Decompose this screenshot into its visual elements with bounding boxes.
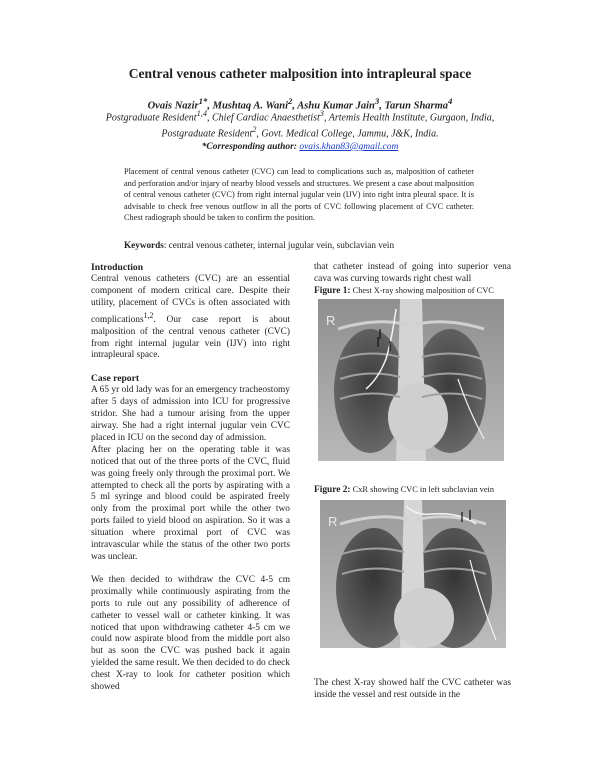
affiliation-text: , Artemis Health Institute, Gurgaon, India,	[323, 112, 495, 124]
case-report-paragraph: After placing her on the operating table it was noticed that out of the three ports of the CVC, fluid was going freely only through the proximal port. We attempted to check all the ports by aspirating with a 5 ml syringe and blood could be aspirated freely only from the proximal port while the other two ports failed to yield blood on aspiration. So it was a situation where proximal port of CVC was intravascular while the status of the other two ports was unclear.	[91, 444, 290, 562]
affiliation-text: , Chief Cardiac Anaesthetist	[207, 112, 320, 124]
introduction-paragraph	[91, 274, 290, 362]
figure-1-caption	[314, 286, 511, 297]
affiliation-sup: 3	[319, 109, 324, 118]
figure-1-caption-text: Chest X-ray showing malposition of CVC	[352, 285, 494, 295]
xray-marker: R	[328, 513, 338, 529]
author-name: Tarun Sharma	[384, 100, 449, 112]
keywords	[124, 240, 514, 250]
corresponding-label: *Corresponding author:	[201, 142, 297, 152]
citation-sup: 1,2	[143, 310, 154, 320]
author-name: Ovais Nazir	[147, 100, 199, 112]
affiliation-sup: 2	[252, 125, 257, 135]
case-report-heading: Case report	[91, 373, 140, 385]
affiliations	[80, 108, 520, 141]
author-name: Ashu Kumar Jain	[297, 100, 375, 112]
right-column	[314, 262, 511, 702]
author-sup: 3	[374, 96, 380, 106]
case-report-paragraph: We then decided to withdraw the CVC 4-5 cm proximally while continuously aspirating from the ports to rule out any possibility of adherence of catheter to vessel wall or catheter kinking. It was noticed that upon withdrawing catheter 4-5 cm we could now aspirate blood from the middle port also but as soon the CVC was pushed back it again yielded the same result. We then decided to do check chest X-ray to look for catheter position which showed	[91, 574, 290, 693]
keywords-label: Keywords	[124, 240, 164, 250]
author-sup: 4	[448, 96, 453, 106]
figure-2-xray-image	[320, 500, 506, 648]
closing-paragraph: The chest X-ray showed half the CVC catheter was inside the vessel and rest outside in the	[314, 677, 511, 700]
figure-1-xray-image	[318, 299, 504, 461]
corresponding-author	[0, 142, 600, 152]
author-list: Ovais Nazir$^{1*}$, Mushtaq A. Wani$^2$, Ashu Kumar Jain$^3$, Tarun Sharma$^4$	[147, 96, 453, 112]
keywords-text: : central venous catheter, internal jugular vein, subclavian vein	[163, 240, 395, 250]
introduction-text: Central venous catheters (CVC) are an essential component of modern critical care. Despite their utility, placement of CVCs is often associated with complications	[91, 273, 290, 325]
xray-marker: R	[326, 313, 336, 329]
author-sup: 1*	[198, 96, 208, 106]
affiliation-text: Postgraduate Resident	[161, 128, 253, 140]
author-name: Mushtaq A. Wani	[212, 100, 289, 112]
paper-title: Central venous catheter malposition into intrapleural space	[128, 66, 472, 81]
corresponding-email-link[interactable]: ovais.khan83@gmail.com	[299, 142, 399, 152]
continuation-paragraph: that catheter instead of going into superior vena cava was curving towards right chest wall	[314, 262, 511, 284]
abstract: Placement of central venous catheter (CVC) can lead to complications such as, malposition of catheter and perforation and/or injary of nearby blood vessels and structures. We present a case about malposition of central venous catheter (CVC) from right internal jugular vein (IJV) into right intra pleural space. It is advisable to check free venous outflow in all the ports of CVC following placement of CVC catheter. Chest radiograph should be taken to confirm the position.	[124, 167, 474, 222]
figure-1-label: Figure 1:	[314, 285, 351, 296]
figure-2-caption-text: CxR showing CVC in left subclavian vein	[352, 485, 495, 495]
affiliation-text: Postgraduate Resident	[105, 112, 197, 124]
introduction-text: . Our case report is about malposition of the central venous catheter (CVC) from right internal jugular vein (IJV) into right intrapleural space.	[91, 314, 290, 361]
introduction-heading: Introduction	[91, 262, 144, 273]
case-report-paragraph: A 65 yr old lady was for an emergency tracheostomy after 5 days of admission into ICU for progressive stridor. She had a tumour arising from the upper airway. She had a right internal jugular vein CVC placed in ICU on the second day of admission.	[91, 385, 290, 443]
figure-2-caption	[314, 485, 511, 496]
affiliation-text: , Govt. Medical College, Jammu, J&K, India.	[256, 128, 439, 140]
affiliation-sup: 1,4	[196, 109, 207, 118]
author-sup: 2	[288, 96, 293, 106]
figure-2-label: Figure 2:	[314, 485, 351, 496]
left-column	[91, 262, 290, 694]
